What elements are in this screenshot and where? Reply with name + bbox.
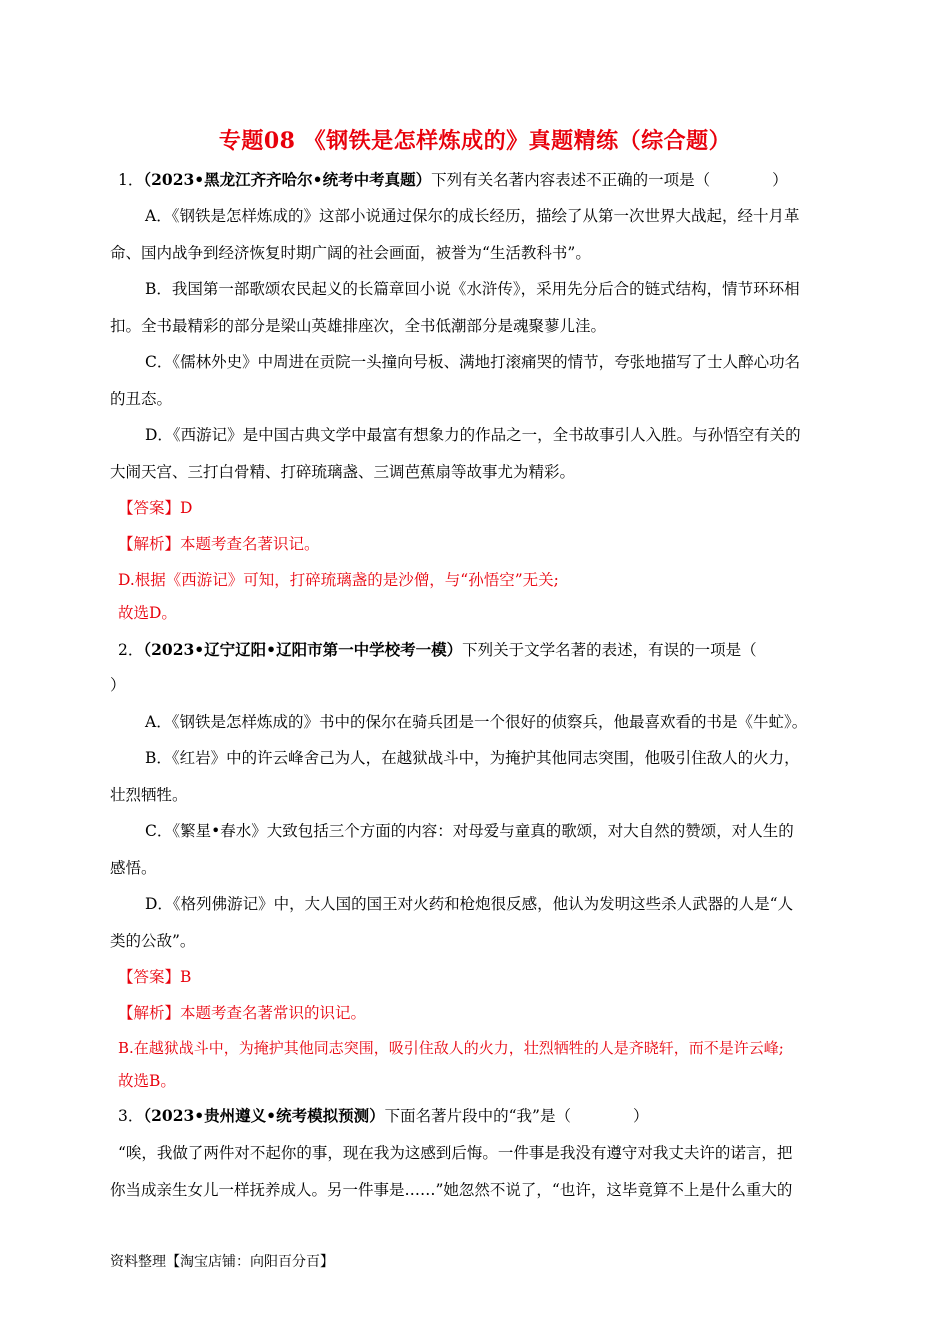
- q2-option-a-line1: A．《钢铁是怎样炼成的》书中的保尔在骑兵团是一个很好的侦察兵，他最喜欢看的书是《牛虻》。: [145, 713, 808, 731]
- q1-explanation-line1: D.根据《西游记》可知，打碎琉璃盏的是沙僧，与“孙悟空”无关;: [118, 571, 559, 589]
- question-number: 1．: [118, 171, 144, 189]
- answer-label: 【答案】: [118, 968, 181, 986]
- q3-passage-line2: 你当成亲生女儿一样抚养成人。另一件事是……”她忽然不说了，“也许，这毕竟算不上是什么重大的: [110, 1181, 793, 1199]
- q1-option-d-line2: 大闹天宫、三打白骨精、打碎琉璃盏、三调芭蕉扇等故事尤为精彩。: [110, 463, 576, 481]
- q2-option-d-line1: D．《格列佛游记》中，大人国的国王对火药和枪炮很反感，他认为发明这些杀人武器的人是“人: [145, 895, 794, 913]
- answer-label: 【答案】: [118, 499, 181, 517]
- q2-option-c-line1: C．《繁星•春水》大致包括三个方面的内容：对母爱与童真的歌颂，对大自然的赞颂，对人生的: [145, 822, 794, 840]
- analysis-label: 【解析】: [118, 535, 181, 553]
- q1-explanation-line2: 故选D。: [118, 604, 177, 622]
- q1-option-a-line1: A．《钢铁是怎样炼成的》这部小说通过保尔的成长经历，描绘了从第一次世界大战起，经十月革: [145, 207, 800, 225]
- q1-analysis: [118, 534, 320, 554]
- q2-stem-continuation: ）: [110, 676, 126, 694]
- q1-answer: [118, 498, 192, 518]
- q2-analysis: [118, 1003, 366, 1023]
- q1-option-b-line2: 扣。全书最精彩的部分是梁山英雄排座次，全书低潮部分是魂聚蓼儿洼。: [110, 317, 607, 335]
- q2-explanation-line1: B.在越狱战斗中，为掩护其他同志突围，吸引住敌人的火力，壮烈牺牲的人是齐晓轩，而不是许云峰;: [118, 1039, 784, 1057]
- q1-option-c-line2: 的丑态。: [110, 390, 173, 408]
- question-source: （2023•贵州遵义•统考模拟预测）: [143, 1106, 385, 1125]
- q1-option-a-line2: 命、国内战争到经济恢复时期广阔的社会画面，被誉为“生活教科书”。: [110, 244, 591, 262]
- analysis-text: 本题考查名著识记。: [180, 535, 320, 553]
- analysis-text: 本题考查名著常识的识记。: [180, 1004, 367, 1022]
- question-stem: 下面名著片段中的“我”是（ ）: [384, 1107, 649, 1125]
- q2-option-b-line1: B．《红岩》中的许云峰舍己为人，在越狱战斗中，为掩护其他同志突围，他吸引住敌人的火力，: [145, 749, 800, 767]
- q2-answer: [118, 967, 191, 987]
- question-number: 2．: [118, 641, 144, 659]
- page-footer: 资料整理【淘宝店铺：向阳百分百】: [110, 1254, 334, 1270]
- analysis-label: 【解析】: [118, 1004, 181, 1022]
- question-3-header: [118, 1106, 648, 1126]
- question-number: 3．: [118, 1107, 144, 1125]
- q1-option-c-line1: C．《儒林外史》中周进在贡院一头撞向号板、满地打滚痛哭的情节，夸张地描写了士人醉心功名: [145, 353, 801, 371]
- answer-value: B: [180, 968, 192, 986]
- question-stem: 下列关于文学名著的表述，有误的一项是（: [462, 641, 757, 659]
- q1-option-d-line1: D．《西游记》是中国古典文学中最富有想象力的作品之一，全书故事引人入胜。与孙悟空有关的: [145, 426, 801, 444]
- question-source: （2023•辽宁辽阳•辽阳市第一中学校考一模）: [143, 640, 463, 659]
- page-title: 专题08 《钢铁是怎样炼成的》真题精练（综合题）: [218, 128, 732, 154]
- q1-option-b-line1: B．我国第一部歌颂农民起义的长篇章回小说《水浒传》，采用先分后合的链式结构，情节环环相: [145, 280, 800, 298]
- q2-explanation-line2: 故选B。: [118, 1072, 176, 1090]
- q2-option-b-line2: 壮烈牺牲。: [110, 786, 188, 804]
- q2-option-c-line2: 感悟。: [110, 859, 157, 877]
- question-stem: 下列有关名著内容表述不正确的一项是（ ）: [431, 171, 788, 189]
- question-1-header: [118, 170, 788, 190]
- question-source: （2023•黑龙江齐齐哈尔•统考中考真题）: [143, 170, 432, 189]
- q2-option-d-line2: 类的公敌”。: [110, 932, 196, 950]
- question-2-header: [118, 640, 757, 660]
- answer-value: D: [180, 499, 193, 517]
- q3-passage-line1: “唉，我做了两件对不起你的事，现在我为这感到后悔。一件事是我没有遵守对我丈夫许的诺言，把: [118, 1144, 793, 1162]
